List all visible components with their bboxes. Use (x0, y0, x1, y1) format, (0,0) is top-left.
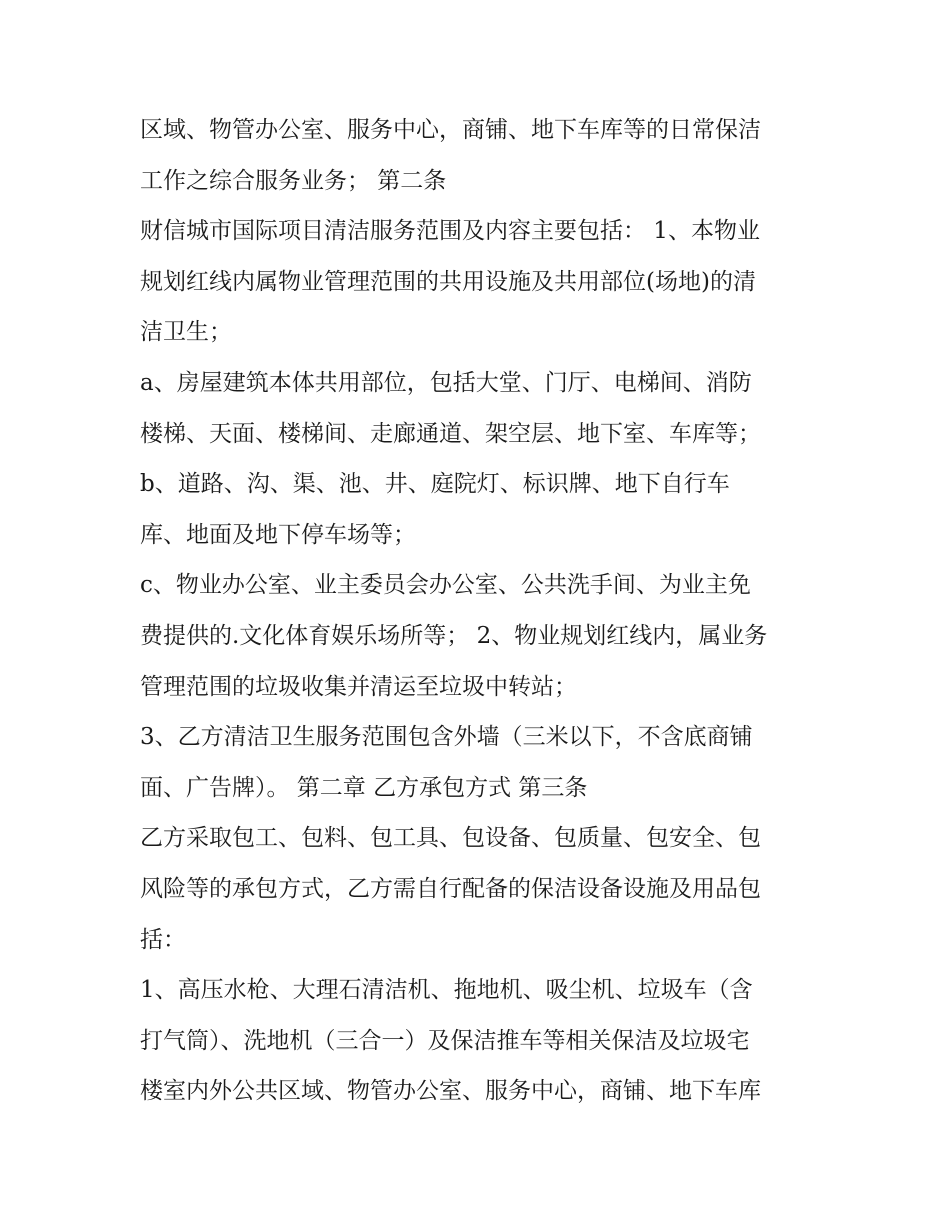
text-line: 财信城市国际项目清洁服务范围及内容主要包括： 1、本物业 (140, 218, 760, 245)
text-line: 乙方采取包工、包料、包工具、包设备、包质量、包安全、包 (140, 825, 761, 852)
text-line: 面、广告牌）。 第二章 乙方承包方式 第三条 (140, 774, 588, 801)
text-line: 楼梯、天面、楼梯间、走廊通道、架空层、地下室、车库等； (140, 420, 761, 447)
text-line: a、房屋建筑本体共用部位，包括大堂、门厅、电梯间、消防 (140, 369, 752, 396)
text-line: 区域、物管办公室、服务中心，商铺、地下车库等的日常保洁 (140, 117, 761, 143)
text-line: 库、地面及地下停车场等； (140, 521, 416, 548)
body-text (140, 105, 830, 1117)
text-line: 工作之综合服务业务； 第二条 (140, 167, 447, 194)
text-line: 打气筒）、洗地机（三合一）及保洁推车等相关保洁及垃圾宅 (140, 1027, 750, 1054)
text-line: 1、高压水枪、大理石清洁机、拖地机、吸尘机、垃圾车（含 (140, 977, 753, 1004)
text-line: 楼室内外公共区域、物管办公室、服务中心，商铺、地下车库 (140, 1078, 761, 1105)
text-line: b、道路、沟、渠、池、井、庭院灯、标识牌、地下自行车 (140, 471, 730, 498)
text-line: 括： (140, 926, 186, 953)
text-line: 管理范围的垃圾收集并清运至垃圾中转站； (140, 673, 577, 700)
text-line: 3、乙方清洁卫生服务范围包含外墙（三米以下，不含底商铺 (140, 724, 753, 751)
text-line: c、物业办公室、业主委员会办公室、公共洗手间、为业主免 (140, 572, 751, 599)
text-line: 风险等的承包方式，乙方需自行配备的保洁设备设施及用品包 (140, 875, 761, 902)
text-line: 规划红线内属物业管理范围的共用设施及共用部位(场地)的清 (140, 268, 756, 295)
text-line: 费提供的.文化体育娱乐场所等； 2、物业规划红线内，属业务 (140, 622, 768, 649)
text-line: 洁卫生； (140, 319, 232, 346)
